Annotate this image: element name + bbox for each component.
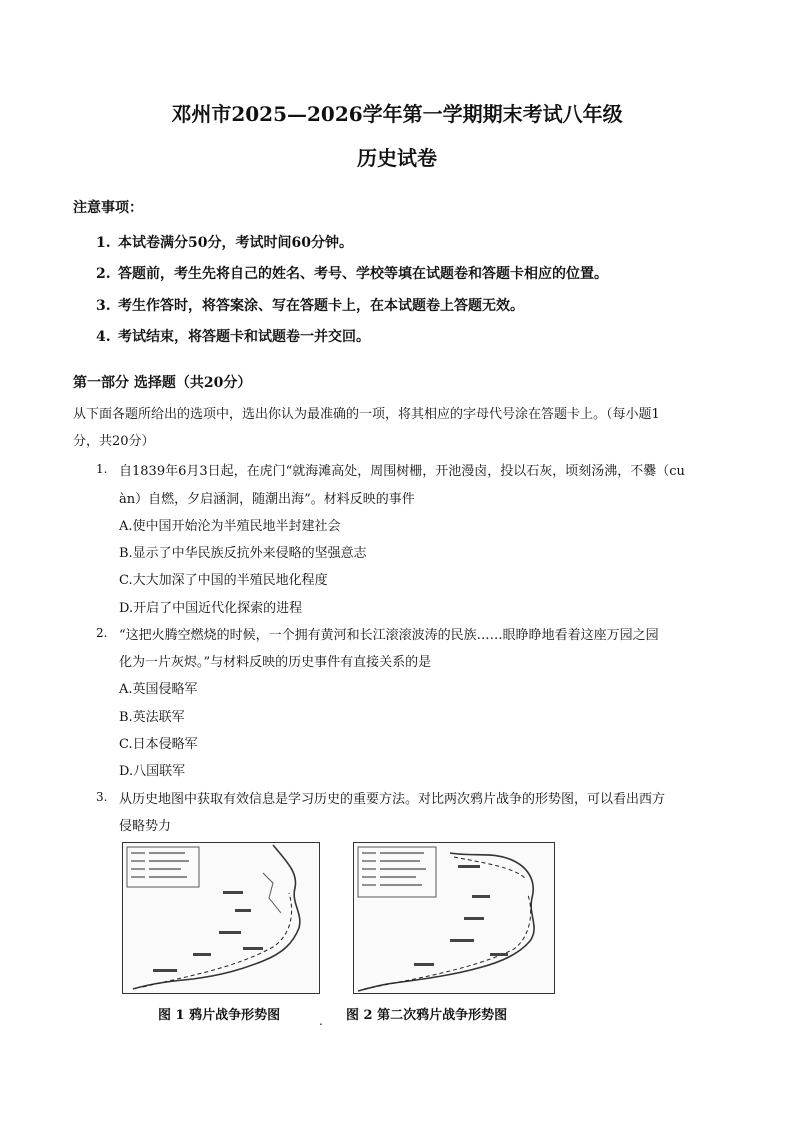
option-c: C.大大加深了中国的半殖民地化程度 <box>119 573 328 588</box>
map-graphic <box>354 843 554 993</box>
option-c: C.日本侵略军 <box>119 737 198 752</box>
option-a: A.英国侵略军 <box>119 682 198 697</box>
part-intro-line: 从下面各题所给出的选项中，选出你认为最准确的一项，将其相应的字母代号涂在答题卡上。（每小题1 <box>73 407 660 422</box>
notice-text: 本试卷满分50分，考试时间60分钟。 <box>118 235 353 251</box>
exam-subtitle: 历史试卷 <box>357 146 437 170</box>
question-stem: 自1839年6月3日起，在虎门“就海滩高处，周围树栅，开池漫卤，投以石灰，顷刻汤沸，不爨（cu <box>119 464 685 479</box>
notice-number: 2. <box>96 266 111 282</box>
notice-text: 答题前，考生先将自己的姓名、考号、学校等填在试题卷和答题卡相应的位置。 <box>118 266 608 282</box>
notice-number: 4. <box>96 329 111 345</box>
notice-item <box>96 232 353 252</box>
option-b: B.英法联军 <box>119 710 185 725</box>
notice-item <box>96 326 370 346</box>
figure-caption: 图 2 第二次鸦片战争形势图 <box>346 1008 508 1023</box>
map-graphic <box>123 843 319 993</box>
notice-item <box>96 263 608 283</box>
notice-number: 3. <box>96 298 111 314</box>
option-d: D.开启了中国近代化探索的进程 <box>119 601 303 616</box>
figure-caption: 图 1 鸦片战争形势图 <box>158 1008 281 1023</box>
question-stem: àn）自燃，夕启涵洞，随潮出海”。材料反映的事件 <box>119 492 415 507</box>
notice-number: 1. <box>96 235 111 251</box>
question-stem: “这把火腾空燃烧的时候，一个拥有黄河和长江滚滚波涛的民族……眼睁睁地看着这座万园之园 <box>119 628 659 643</box>
notice-text: 考生作答时，将答案涂、写在答题卡上，在本试题卷上答题无效。 <box>118 298 524 314</box>
question-number: 2. <box>96 626 108 640</box>
question-stem: 侵略势力 <box>119 819 172 834</box>
option-a: A.使中国开始沦为半殖民地半封建社会 <box>119 519 341 534</box>
part-heading: 第一部分 选择题（共20分） <box>73 375 252 391</box>
stray-mark: . <box>319 1014 323 1028</box>
notice-text: 考试结束，将答题卡和试题卷一并交回。 <box>118 329 370 345</box>
exam-title: 邓州市2025—2026学年第一学期期末考试八年级 <box>171 102 623 126</box>
part-intro-line: 分，共20分） <box>73 434 155 449</box>
notice-heading: 注意事项： <box>73 200 143 216</box>
notice-item <box>96 295 524 315</box>
option-b: B.显示了中华民族反抗外来侵略的坚强意志 <box>119 546 367 561</box>
question-number: 1. <box>96 462 108 476</box>
second-opium-war-map <box>353 842 555 994</box>
question-number: 3. <box>96 790 108 804</box>
question-stem: 化为一片灰烬。”与材料反映的历史事件有直接关系的是 <box>119 655 432 670</box>
question-stem: 从历史地图中获取有效信息是学习历史的重要方法。对比两次鸦片战争的形势图，可以看出西方 <box>119 792 666 807</box>
option-d: D.八国联军 <box>119 764 186 779</box>
opium-war-map <box>122 842 320 994</box>
